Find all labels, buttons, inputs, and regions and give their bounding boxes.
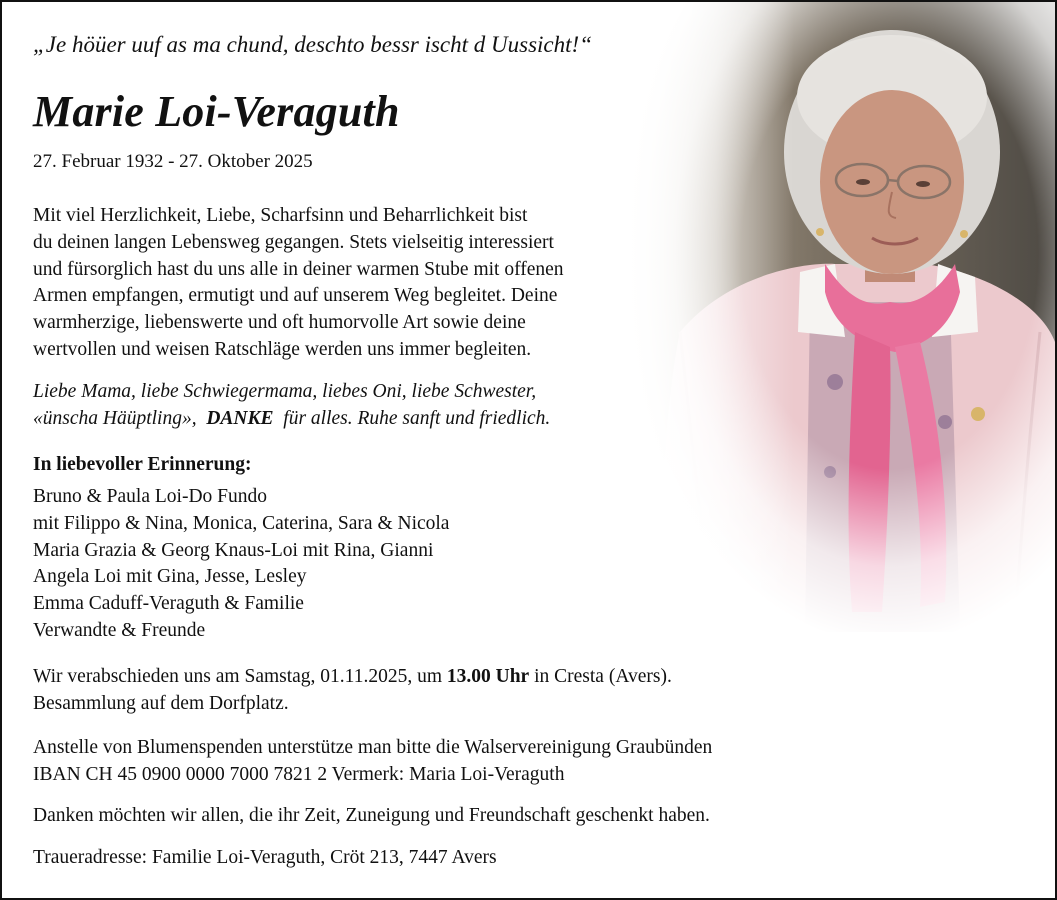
donation-info — [33, 735, 712, 789]
mourner-line: Verwandte & Freunde — [33, 619, 206, 641]
mourning-address: Traueradresse: Familie Loi-Veraguth, Cröt 213, 7447 Avers — [33, 847, 497, 868]
thanks-emphasis: DANKE — [206, 407, 274, 429]
service-time: 13.00 Uhr — [446, 666, 530, 687]
thanks-note: Danken möchten wir allen, die ihr Zeit, Zuneigung und Freundschaft geschenkt haben. — [33, 805, 710, 826]
bio-line: und fürsorglich hast du uns alle in deiner warmen Stube mit offenen — [33, 258, 564, 280]
farewell-line: Liebe Mama, liebe Schwiegermama, liebes Oni, liebe Schwester, — [33, 381, 537, 402]
service-line: Besammlung auf dem Dorfplatz. — [33, 692, 289, 714]
memory-heading: In liebevoller Erinnerung: — [33, 454, 252, 475]
bio-line: wertvollen und weisen Ratschläge werden uns immer begleiten. — [33, 338, 532, 360]
donation-line: Anstelle von Blumenspenden unterstütze man bitte die Walservereinigung Graubünden — [33, 737, 713, 758]
mourner-line: mit Filippo & Nina, Monica, Caterina, Sara & Nicola — [33, 512, 450, 534]
service-text: Wir verabschieden uns am Samstag, 01.11.2025, um — [33, 666, 442, 687]
service-place: in Cresta (Avers). — [534, 666, 672, 687]
mourner-line: Angela Loi mit Gina, Jesse, Lesley — [33, 566, 307, 588]
farewell-message — [33, 379, 550, 433]
bio-line: warmherzige, liebenswerte und oft humorvolle Art sowie deine — [33, 312, 526, 334]
mourner-line: Emma Caduff-Veraguth & Familie — [33, 593, 304, 615]
bio-line: Mit viel Herzlichkeit, Liebe, Scharfsinn und Beharrlichkeit bist — [33, 205, 528, 226]
portrait-photo — [620, 2, 1055, 632]
farewell-text: für alles. Ruhe sanft und friedlich. — [283, 407, 551, 429]
motto: „Je höüer uuf as ma chund, deschto bessr ischt d Uussicht!“ — [33, 32, 592, 57]
bio-line: Armen empfangen, ermutigt und auf unserem Weg begleitet. Deine — [33, 285, 558, 307]
life-dates: 27. Februar 1932 - 27. Oktober 2025 — [33, 151, 313, 172]
farewell-text: «ünscha Häüptling», — [33, 407, 197, 429]
service-line — [33, 664, 672, 691]
mourner-line: Bruno & Paula Loi-Do Fundo — [33, 486, 267, 507]
service-info — [33, 664, 672, 718]
deceased-name: Marie Loi-Veraguth — [33, 87, 400, 136]
donation-iban: IBAN CH 45 0900 0000 7000 7821 2 Vermerk: Maria Loi-Veraguth — [33, 763, 565, 785]
bio-line: du deinen langen Lebensweg gegangen. Stets vielseitig interessiert — [33, 231, 554, 253]
mourner-line: Maria Grazia & Georg Knaus-Loi mit Rina, Gianni — [33, 539, 434, 561]
mourners-list — [33, 484, 449, 645]
farewell-line — [33, 406, 550, 433]
biography — [33, 203, 564, 364]
